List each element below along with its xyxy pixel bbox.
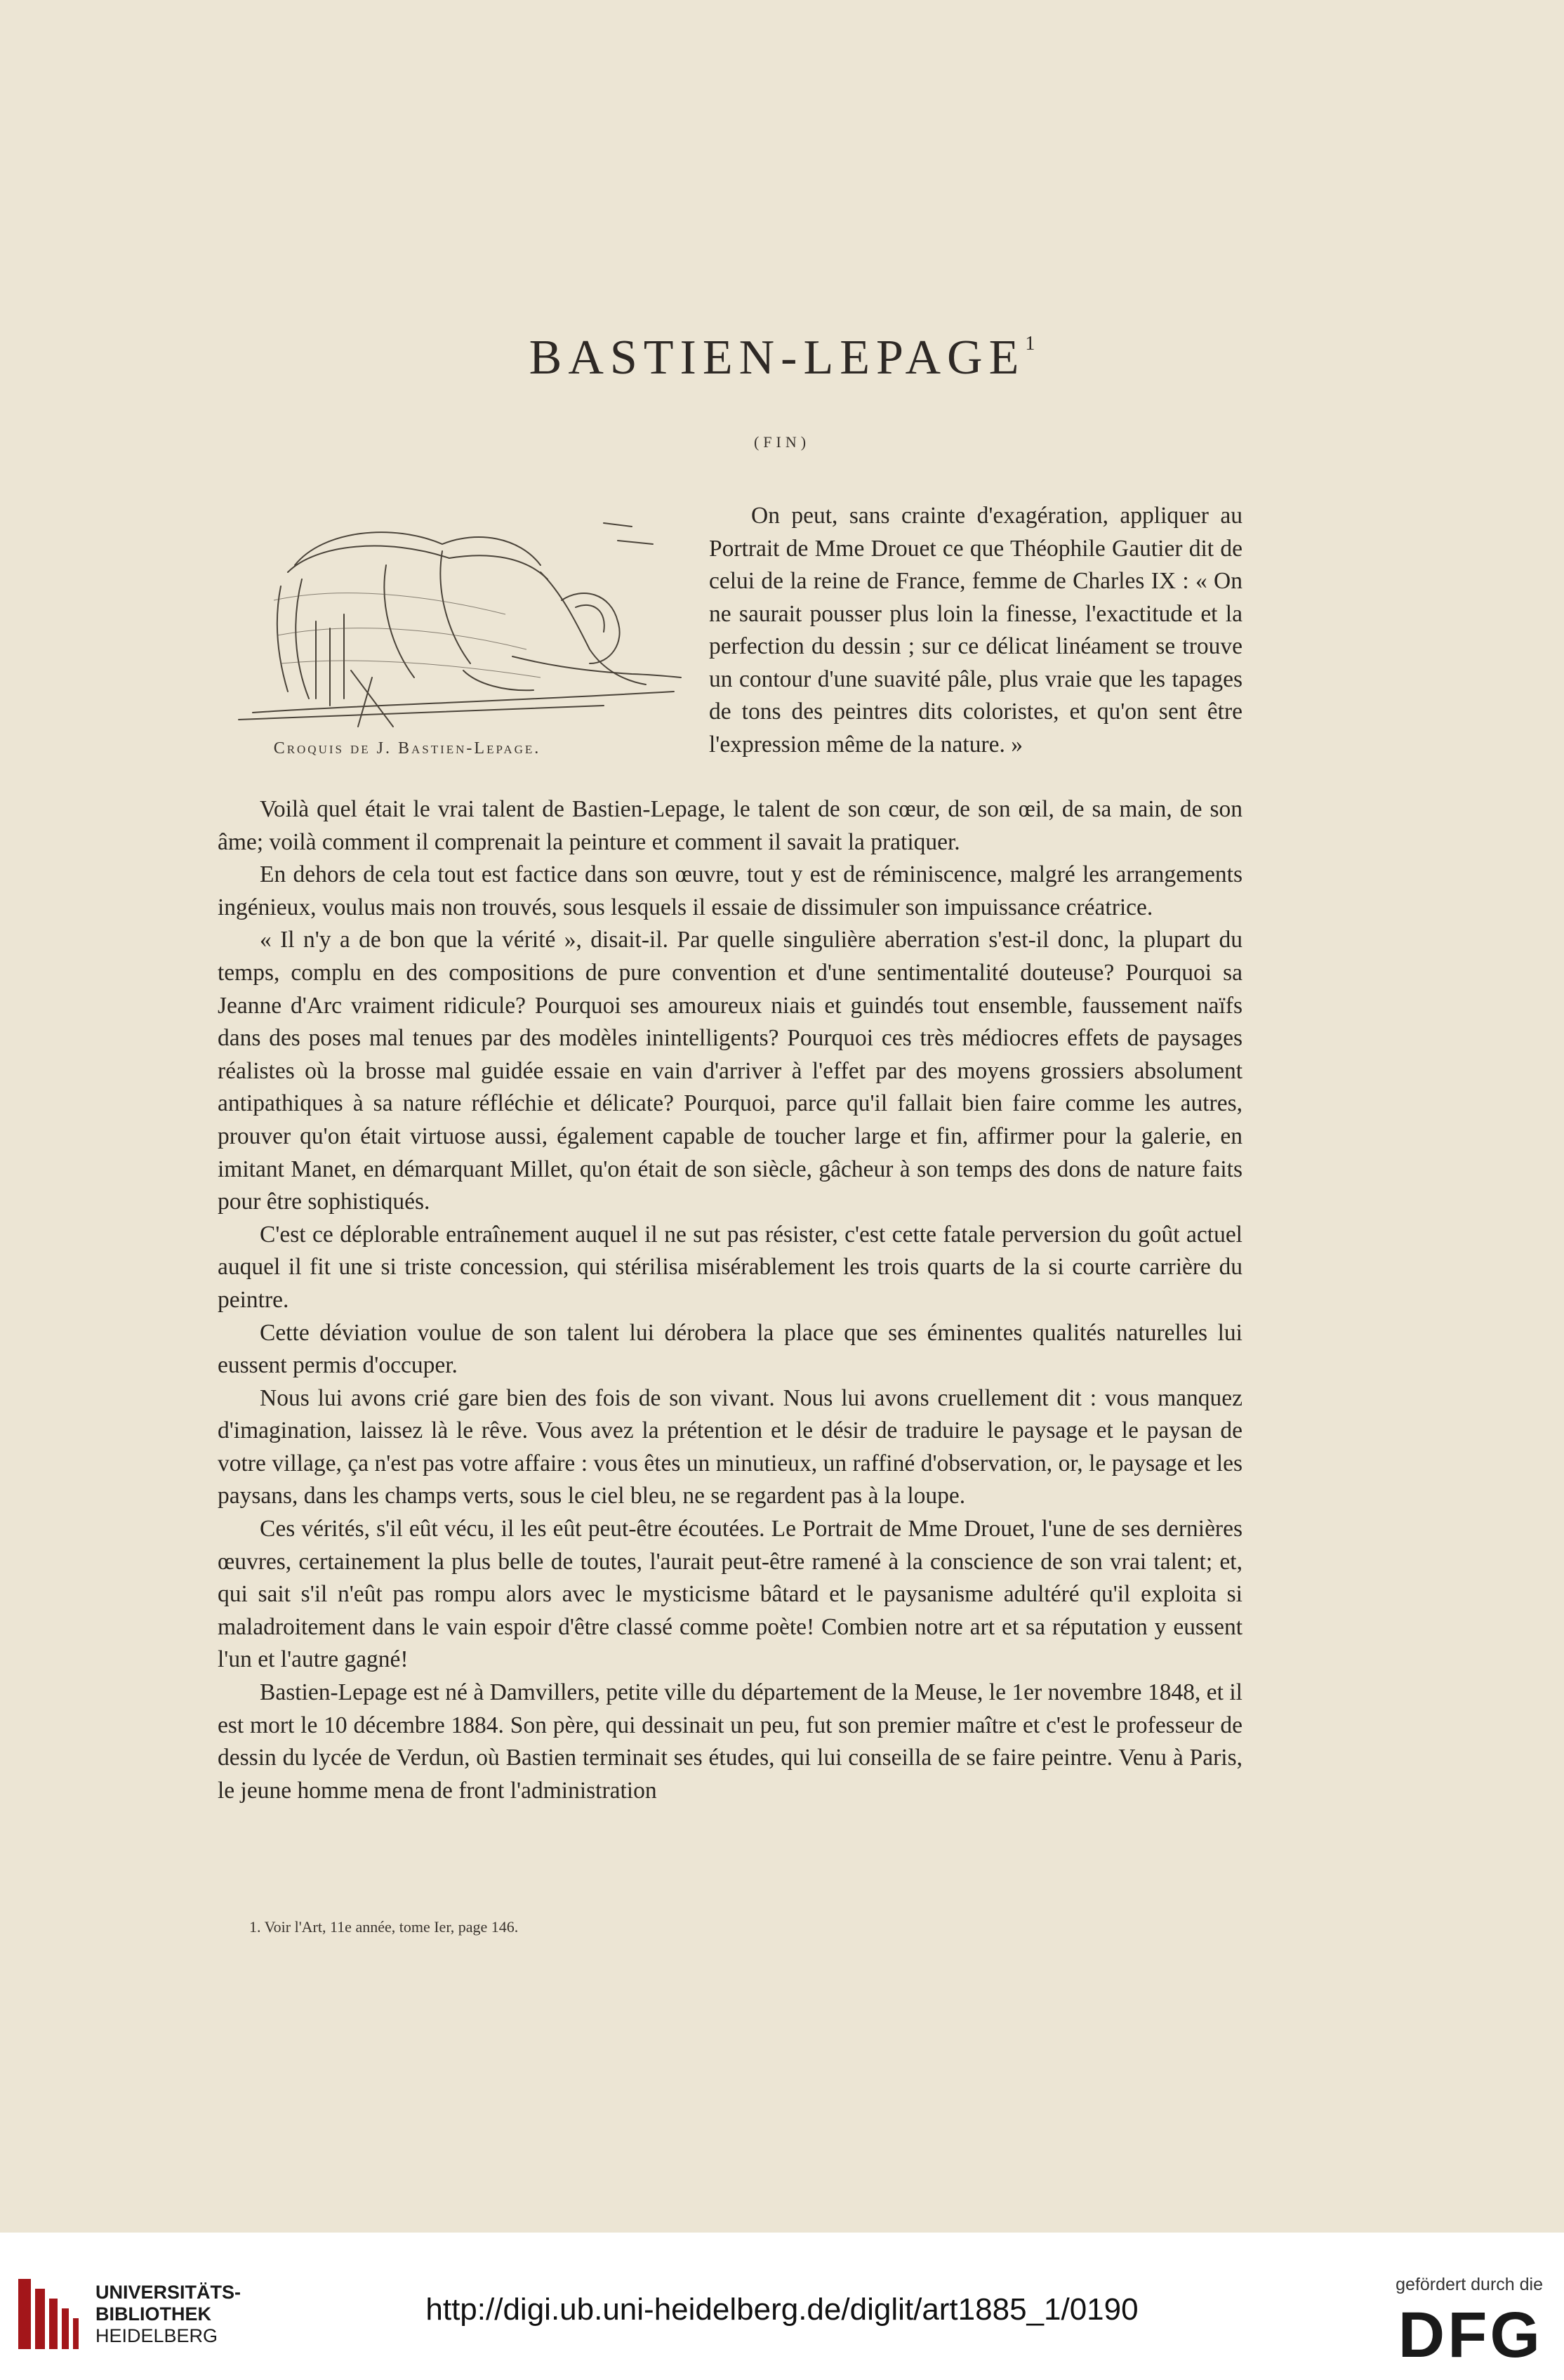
permalink-url[interactable]: http://digi.ub.uni-heidelberg.de/diglit/art1885_1/0190	[425, 2292, 1139, 2327]
paragraph: Bastien-Lepage est né à Damvillers, petite ville du département de la Meuse, le 1er novembre 1848, et il est mort le 10 décembre 1884. Son père, qui dessinait un peu, fut son premier maître et c'est le professeur de dessin du lycée de Verdun, où Bastien terminait ses études, qui lui conseilla de se faire peintre. Venu à Paris, le jeune homme mena de front l'administration	[218, 1679, 1242, 1804]
article-subtitle: (FIN)	[753, 433, 811, 451]
paragraph: Ces vérités, s'il eût vécu, il les eût peut-être écoutées. Le Portrait de Mme Drouet, l'une de ses dernières œuvres, certainement la plus belle de toutes, l'aurait peut-être ramené à la conscience de son vrai talent; et, qui sait s'il n'eût pas rompu alors avec le mysticisme bâtard et le paysanisme adultéré qu'il exploita si maladroitement dans le vain espoir d'être classé comme poète! Combien notre art et sa réputation y eussent l'un et l'autre gagné!	[218, 1516, 1242, 1673]
illustration-caption: Croquis de J. Bastien-Lepage.	[273, 739, 541, 758]
paragraph: En dehors de cela tout est factice dans son œuvre, tout y est de réminiscence, malgré les arrangements ingénieux, voulus mais non trouvés, sous lesquels il essaie de dissimuler son impuissance créatrice.	[218, 861, 1242, 920]
paragraph: Cette déviation voulue de son talent lui dérobera la place que ses éminentes qualités naturelles lui eussent permis d'occuper.	[218, 1319, 1242, 1379]
paragraph: « Il n'y a de bon que la vérité », disait-il. Par quelle singulière aberration s'est-il donc, la plupart du temps, complu en des compositions de pure convention et d'une sentimentalité douteuse? Pourquoi sa Jeanne d'Arc vraiment ridicule? Pourquoi ses amoureux niais et guindés tout ensemble, faussement naïfs dans des poses mal tenues par des modèles inintelligents? Pourquoi ces très médiocres effets de paysages réalistes où la brosse mal guidée essaie en vain d'arriver à l'effet par des moyens grossiers absolument antipathiques à sa nature réfléchie et délicate? Pourquoi, parce qu'il fallait bien faire comme les autres, prouver qu'on était virtuose aussi, également capable de toucher large et fin, affirmer pour la galerie, en imitant Manet, en démarquant Millet, qu'on était de son siècle, gâcheur à son temps des dons de nature faits pour être sophistiqués.	[218, 927, 1242, 1215]
article-title: BASTIEN-LEPAGE$^1$	[529, 331, 1035, 385]
library-name: UNIVERSITÄTS- BIBLIOTHEK HEIDELBERG	[95, 2282, 241, 2346]
paragraph: Voilà quel était le vrai talent de Bastien-Lepage, le talent de son cœur, de son œil, de sa main, de son âme; voilà comment il comprenait la peinture et comment il savait la pratiquer.	[218, 796, 1242, 855]
intro-paragraph	[709, 500, 1242, 761]
footnote: 1. Voir l'Art, 11e année, tome Ier, page 146.	[249, 1918, 519, 1936]
paragraph: C'est ce déplorable entraînement auquel il ne sut pas résister, c'est cette fatale perversion du goût actuel auquel il fit une si triste concession, qui stérilisa misérablement les trois quarts de la si courte carrière du peintre.	[218, 1221, 1242, 1313]
sketch-illustration	[211, 502, 688, 734]
paragraph: On peut, sans crainte d'exagération, appliquer au Portrait de Mme Drouet ce que Théophile Gautier dit de celui de la reine de France, femme de Charles IX : « On ne saurait pousser plus loin la finesse, l'exactitude et la perfection du dessin ; sur ce délicat linéament se trouve un contour d'une suavité pâle, plus vraie que les tapages de tons des peintres dits coloristes, et qu'on sent être l'expression même de la nature. »	[709, 503, 1242, 758]
paragraph: Nous lui avons crié gare bien des fois de son vivant. Nous lui avons cruellement dit : vous manquez d'imagination, laissez là le rêve. Vous avez la prétention et le désir de traduire le paysage et le paysan de votre village, ça n'est pas votre affaire : vous êtes un minutieux, un raffiné d'observation, or, le paysage et les paysans, dans les champs verts, sous le ciel bleu, ne se regardent pas à la loupe.	[218, 1384, 1242, 1509]
funder-label: gefördert durch die	[1396, 2275, 1543, 2294]
title-footnote-marker: 1	[1025, 333, 1035, 355]
article-body	[218, 793, 1242, 1807]
dfg-logo: DFG	[1398, 2299, 1543, 2371]
